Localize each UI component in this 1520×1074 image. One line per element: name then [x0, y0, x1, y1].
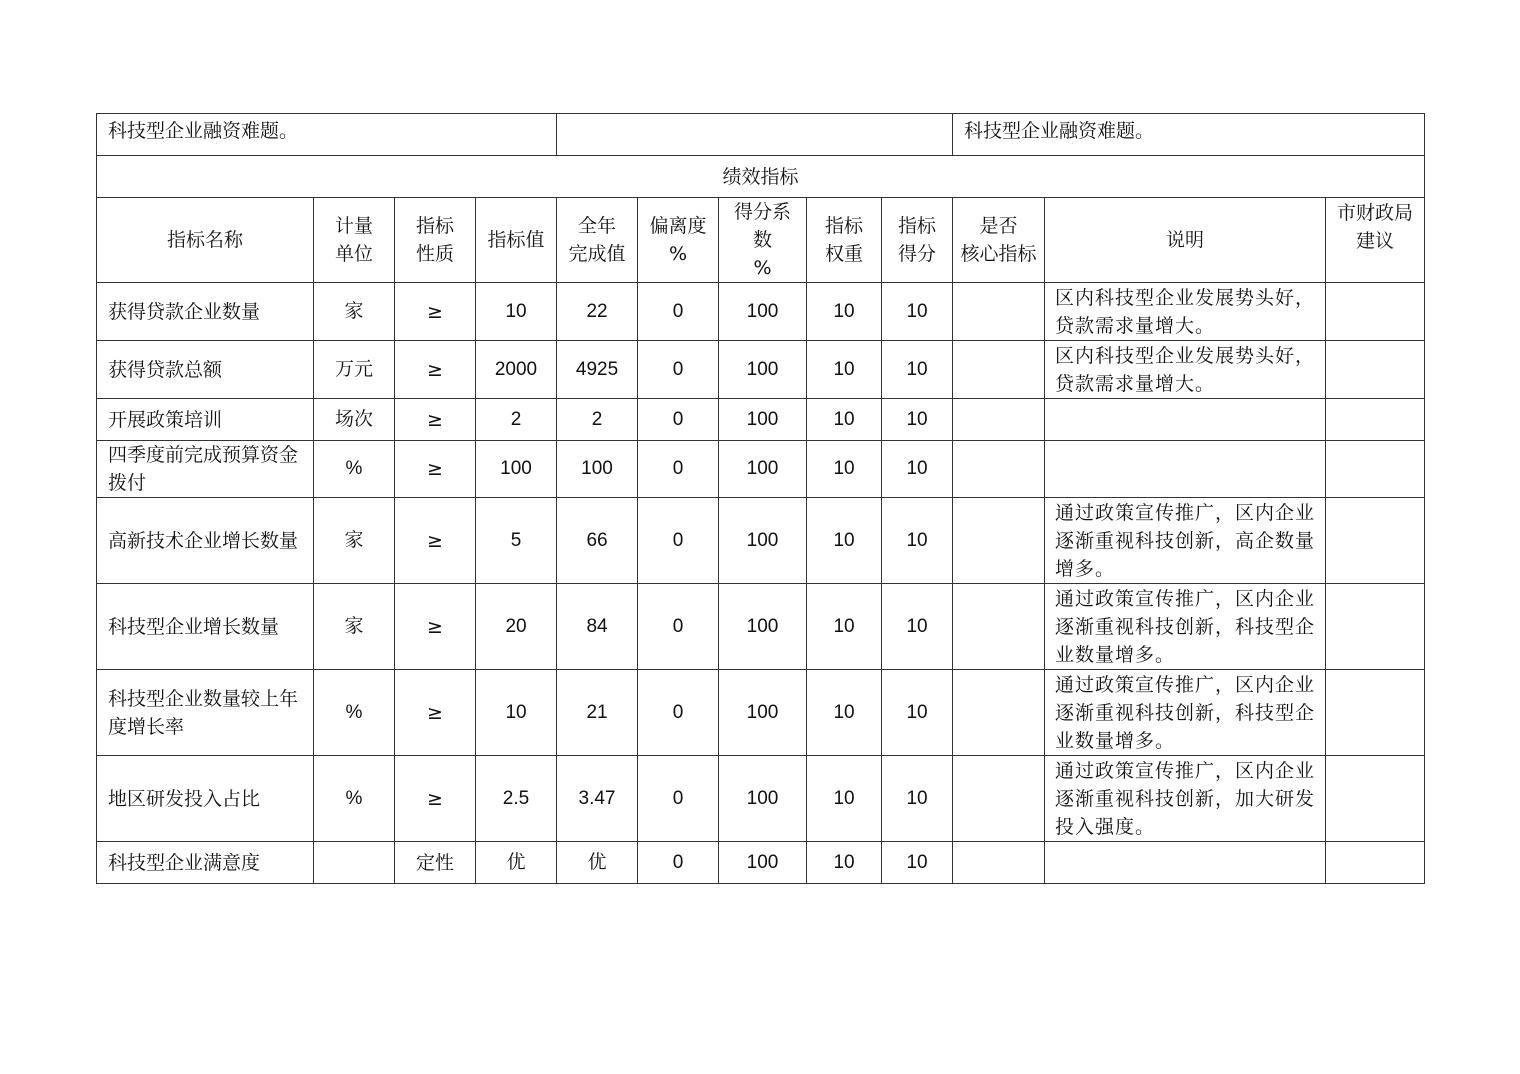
cell-actual: 84 [557, 584, 638, 670]
cell-desc: 区内科技型企业发展势头好，贷款需求量增大。 [1045, 341, 1326, 399]
cell-unit: 万元 [314, 341, 395, 399]
header-coef-line1: 得分系数 [734, 201, 792, 251]
cell-target: 2 [476, 399, 557, 441]
cell-core [953, 399, 1045, 441]
table-row [97, 341, 1425, 399]
cell-core [953, 584, 1045, 670]
cell-core [953, 670, 1045, 756]
cell-name: 科技型企业数量较上年度增长率 [97, 670, 314, 756]
table-row [97, 399, 1425, 441]
cell-coef: 100 [719, 756, 807, 842]
header-coef-line2: % [753, 257, 772, 279]
cell-score: 10 [882, 341, 953, 399]
cell-advice [1326, 584, 1425, 670]
header-deviation [638, 198, 719, 283]
cell-score: 10 [882, 283, 953, 341]
header-name: 指标名称 [97, 198, 314, 283]
header-nature [395, 198, 476, 283]
cell-deviation: 0 [638, 399, 719, 441]
header-unit [314, 198, 395, 283]
cell-weight: 10 [807, 842, 882, 884]
cell-score: 10 [882, 756, 953, 842]
top-row-left-cell: 科技型企业融资难题。 [97, 114, 557, 156]
performance-indicator-table-page [96, 113, 1424, 884]
cell-target: 20 [476, 584, 557, 670]
performance-indicator-table [96, 113, 1425, 884]
cell-coef: 100 [719, 441, 807, 498]
cell-weight: 10 [807, 283, 882, 341]
cell-deviation: 0 [638, 498, 719, 584]
cell-nature: ≥ [395, 670, 476, 756]
header-weight-line1: 指标 [825, 215, 864, 237]
cell-deviation: 0 [638, 283, 719, 341]
cell-score: 10 [882, 498, 953, 584]
cell-target: 10 [476, 670, 557, 756]
cell-name: 科技型企业增长数量 [97, 584, 314, 670]
cell-actual: 2 [557, 399, 638, 441]
cell-unit [314, 842, 395, 884]
header-desc: 说明 [1045, 198, 1326, 283]
top-row [97, 114, 1425, 156]
header-nature-line2: 性质 [415, 243, 454, 265]
table-row [97, 670, 1425, 756]
cell-weight: 10 [807, 756, 882, 842]
cell-advice [1326, 441, 1425, 498]
cell-actual: 21 [557, 670, 638, 756]
cell-unit: % [314, 441, 395, 498]
cell-actual: 3.47 [557, 756, 638, 842]
cell-advice [1326, 283, 1425, 341]
cell-desc: 区内科技型企业发展势头好，贷款需求量增大。 [1045, 283, 1326, 341]
cell-target: 100 [476, 441, 557, 498]
header-score [882, 198, 953, 283]
cell-score: 10 [882, 441, 953, 498]
cell-deviation: 0 [638, 584, 719, 670]
cell-nature: 定性 [395, 842, 476, 884]
cell-name: 获得贷款企业数量 [97, 283, 314, 341]
cell-unit: 家 [314, 584, 395, 670]
cell-weight: 10 [807, 341, 882, 399]
cell-actual: 4925 [557, 341, 638, 399]
cell-advice [1326, 756, 1425, 842]
cell-advice [1326, 399, 1425, 441]
header-deviation-line2: % [668, 243, 688, 265]
cell-nature: ≥ [395, 756, 476, 842]
cell-advice [1326, 670, 1425, 756]
section-title-row [97, 156, 1425, 198]
header-target: 指标值 [476, 198, 557, 283]
cell-actual: 100 [557, 441, 638, 498]
cell-unit: 场次 [314, 399, 395, 441]
top-row-middle-cell [557, 114, 953, 156]
cell-name: 地区研发投入占比 [97, 756, 314, 842]
cell-core [953, 498, 1045, 584]
cell-score: 10 [882, 670, 953, 756]
header-weight-line2: 权重 [825, 243, 864, 265]
table-row [97, 441, 1425, 498]
cell-nature: ≥ [395, 399, 476, 441]
cell-unit: % [314, 756, 395, 842]
header-deviation-line1: 偏离度 [649, 215, 707, 237]
cell-desc: 通过政策宣传推广，区内企业逐渐重视科技创新，科技型企业数量增多。 [1045, 670, 1326, 756]
header-core [953, 198, 1045, 283]
cell-score: 10 [882, 584, 953, 670]
cell-deviation: 0 [638, 341, 719, 399]
cell-actual: 22 [557, 283, 638, 341]
cell-core [953, 341, 1045, 399]
cell-advice [1326, 341, 1425, 399]
cell-deviation: 0 [638, 842, 719, 884]
cell-deviation: 0 [638, 756, 719, 842]
cell-coef: 100 [719, 670, 807, 756]
cell-actual: 优 [557, 842, 638, 884]
cell-coef: 100 [719, 283, 807, 341]
cell-unit: 家 [314, 498, 395, 584]
header-advice-line1: 市财政局 [1337, 202, 1414, 224]
table-row [97, 498, 1425, 584]
header-unit-line1: 计量 [334, 215, 373, 237]
cell-coef: 100 [719, 498, 807, 584]
cell-actual: 66 [557, 498, 638, 584]
header-actual-line1: 全年 [578, 215, 617, 237]
cell-core [953, 756, 1045, 842]
header-coef [719, 198, 807, 283]
top-row-right-cell: 科技型企业融资难题。 [953, 114, 1425, 156]
cell-coef: 100 [719, 399, 807, 441]
header-advice [1326, 198, 1425, 283]
cell-name: 科技型企业满意度 [97, 842, 314, 884]
header-core-line2: 核心指标 [960, 243, 1037, 265]
cell-nature: ≥ [395, 341, 476, 399]
cell-desc [1045, 399, 1326, 441]
header-weight [807, 198, 882, 283]
header-score-line1: 指标 [898, 215, 937, 237]
header-actual-line2: 完成值 [568, 243, 626, 265]
cell-core [953, 842, 1045, 884]
section-title: 绩效指标 [97, 156, 1425, 198]
header-score-line2: 得分 [898, 243, 937, 265]
cell-desc: 通过政策宣传推广，区内企业逐渐重视科技创新，科技型企业数量增多。 [1045, 584, 1326, 670]
cell-target: 10 [476, 283, 557, 341]
cell-nature: ≥ [395, 498, 476, 584]
cell-coef: 100 [719, 341, 807, 399]
cell-unit: % [314, 670, 395, 756]
cell-core [953, 283, 1045, 341]
cell-name: 开展政策培训 [97, 399, 314, 441]
cell-deviation: 0 [638, 441, 719, 498]
table-row [97, 842, 1425, 884]
header-unit-line2: 单位 [334, 243, 373, 265]
header-advice-line2: 建议 [1356, 230, 1395, 252]
cell-desc [1045, 441, 1326, 498]
cell-coef: 100 [719, 584, 807, 670]
cell-coef: 100 [719, 842, 807, 884]
cell-name: 获得贷款总额 [97, 341, 314, 399]
cell-nature: ≥ [395, 584, 476, 670]
cell-unit: 家 [314, 283, 395, 341]
cell-target: 5 [476, 498, 557, 584]
cell-target: 优 [476, 842, 557, 884]
cell-weight: 10 [807, 441, 882, 498]
cell-score: 10 [882, 842, 953, 884]
cell-deviation: 0 [638, 670, 719, 756]
cell-nature: ≥ [395, 441, 476, 498]
header-nature-line1: 指标 [415, 215, 454, 237]
header-row [97, 198, 1425, 283]
cell-weight: 10 [807, 399, 882, 441]
cell-nature: ≥ [395, 283, 476, 341]
cell-desc: 通过政策宣传推广，区内企业逐渐重视科技创新，高企数量增多。 [1045, 498, 1326, 584]
table-row [97, 283, 1425, 341]
header-actual [557, 198, 638, 283]
cell-advice [1326, 842, 1425, 884]
cell-weight: 10 [807, 498, 882, 584]
cell-core [953, 441, 1045, 498]
cell-name: 四季度前完成预算资金拨付 [97, 441, 314, 498]
cell-target: 2.5 [476, 756, 557, 842]
cell-advice [1326, 498, 1425, 584]
header-core-line1: 是否 [979, 215, 1018, 237]
cell-desc [1045, 842, 1326, 884]
cell-desc: 通过政策宣传推广，区内企业逐渐重视科技创新，加大研发投入强度。 [1045, 756, 1326, 842]
cell-score: 10 [882, 399, 953, 441]
cell-weight: 10 [807, 670, 882, 756]
cell-name: 高新技术企业增长数量 [97, 498, 314, 584]
table-row [97, 756, 1425, 842]
table-row [97, 584, 1425, 670]
cell-weight: 10 [807, 584, 882, 670]
cell-target: 2000 [476, 341, 557, 399]
